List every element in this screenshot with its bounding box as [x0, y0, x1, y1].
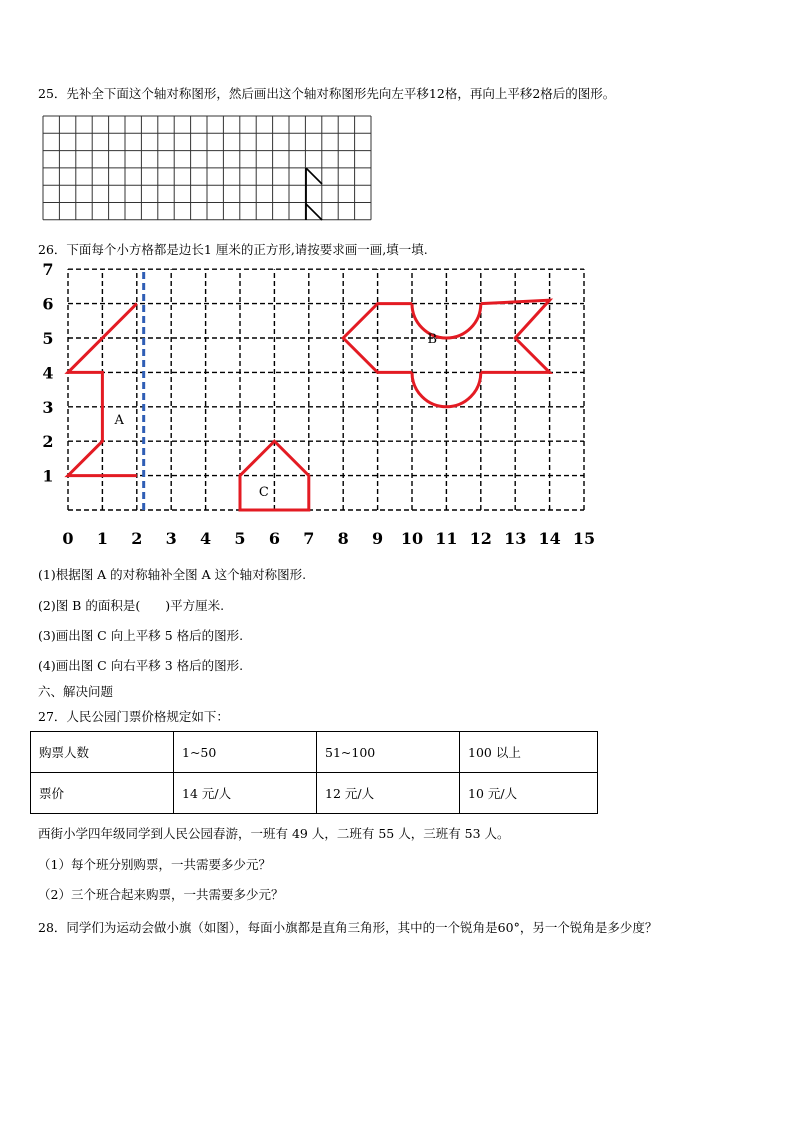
- x-tick-label: 15: [572, 529, 596, 548]
- x-tick-label: 8: [337, 529, 349, 548]
- x-tick-label: 10: [400, 529, 424, 548]
- y-tick-label: 1: [42, 466, 54, 486]
- x-tick-label: 9: [372, 529, 384, 548]
- table-cell: 100 以上: [460, 732, 598, 773]
- x-tick-label: 5: [234, 529, 246, 548]
- table-cell: 票价: [31, 773, 174, 814]
- table-cell: 1~50: [174, 732, 317, 773]
- table-cell: 51~100: [317, 732, 460, 773]
- q26-sub2: (2)图 B 的面积是( )平方厘米.: [38, 598, 225, 613]
- table-cell: 购票人数: [31, 732, 174, 773]
- q25-slant-line: [306, 168, 322, 184]
- q25-grid: [42, 115, 374, 223]
- q27-sub1: （1）每个班分别购票，一共需要多少元？: [38, 857, 271, 872]
- x-tick-label: 7: [303, 529, 315, 548]
- q27-sub2: （2）三个班合起来购票，一共需要多少元？: [38, 887, 284, 902]
- y-tick-label: 5: [42, 329, 54, 348]
- x-tick-label: 11: [435, 529, 458, 548]
- x-tick-label: 12: [469, 529, 492, 548]
- x-tick-label: 1: [96, 529, 108, 548]
- label-a: A: [114, 413, 124, 428]
- q27-text: 27．人民公园门票价格规定如下：: [38, 709, 229, 724]
- q28-text: 28．同学们为运动会做小旗（如图），每面小旗都是直角三角形，其中的一个锐角是60°，另一个锐角是多少度？: [38, 920, 658, 935]
- x-tick-label: 3: [165, 529, 177, 548]
- x-tick-label: 0: [62, 529, 74, 548]
- y-tick-label: 2: [42, 432, 54, 452]
- label-c: C: [258, 485, 269, 501]
- price-table: [30, 731, 598, 814]
- q26-grid-figure: [30, 262, 600, 552]
- q26-sub3: (3)画出图 C 向上平移 5 格后的图形.: [38, 628, 244, 643]
- x-tick-label: 14: [538, 529, 561, 548]
- table-row: [31, 732, 598, 773]
- label-b: B: [427, 332, 438, 348]
- q26-sub1: (1)根据图 A 的对称轴补全图 A 这个轴对称图形.: [38, 567, 307, 582]
- q26-sub4: (4)画出图 C 向右平移 3 格后的图形.: [38, 658, 244, 673]
- y-tick-label: 7: [42, 262, 54, 280]
- x-tick-label: 4: [200, 529, 212, 548]
- y-tick-label: 6: [42, 294, 54, 314]
- y-tick-label: 3: [42, 397, 54, 417]
- x-tick-label: 6: [268, 529, 280, 548]
- table-cell: 14 元/人: [174, 773, 317, 814]
- x-tick-label: 2: [131, 529, 143, 548]
- y-tick-label: 4: [42, 363, 54, 383]
- table-cell: 10 元/人: [460, 773, 598, 814]
- q26-text: 26．下面每个小方格都是边长1 厘米的正方形,请按要求画一画,填一填.: [38, 242, 428, 257]
- q25-text: 25．先补全下面这个轴对称图形，然后画出这个轴对称图形先向左平移12格，再向上平移2格后的图形。: [38, 86, 616, 101]
- x-tick-label: 13: [504, 529, 527, 548]
- q27-desc: 西街小学四年级同学到人民公园春游，一班有 49 人，二班有 55 人，三班有 53 人。: [38, 826, 510, 841]
- section-title: 六、解决问题: [38, 684, 114, 699]
- table-cell: 12 元/人: [317, 773, 460, 814]
- table-row: [31, 773, 598, 814]
- q25-slant-line: [306, 204, 322, 220]
